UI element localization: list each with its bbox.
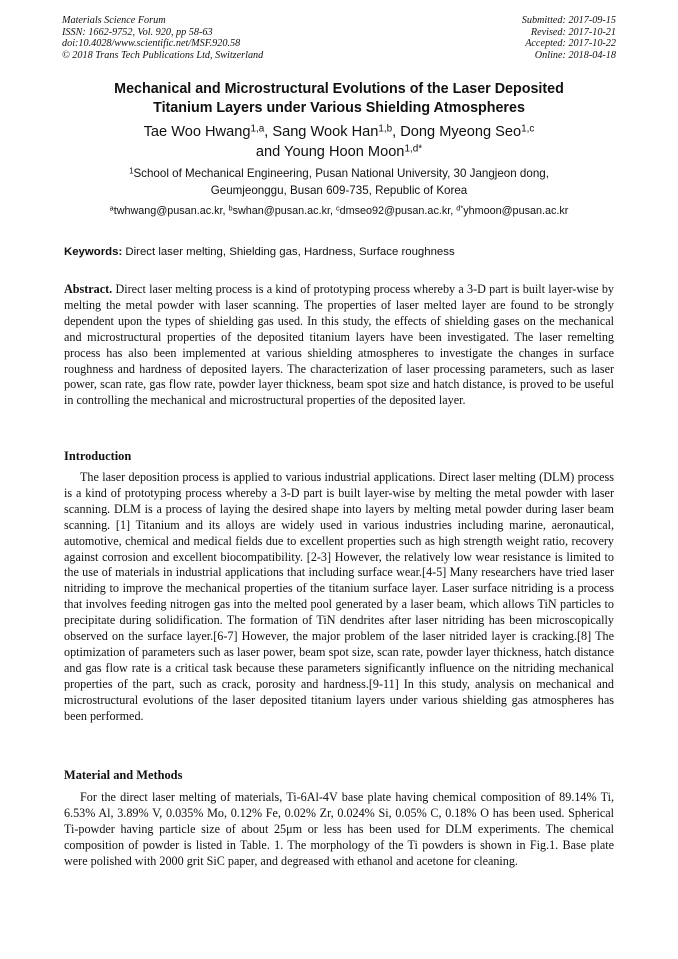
email-b: swhan@pusan.ac.kr,: [232, 205, 333, 217]
materials-paragraph: For the direct laser melting of materials, Ti-6Al-4V base plate having chemical composition of 89.14% Ti, 6.53% Al, 3.89% V, 0.035% Mo, 0.12% Fe, 0.02% Zr, 0.024% Si, 0.05% C, 0.18% O has been used. Spherical Ti-powder having particle size of about 25μm or less has been used for DLM experiments. The chemical composition of powder is listed in Table. 1. The morphology of the Ti powders is shown in Fig.1. Base plate were polished with 2000 grit SiC paper, and degreased with ethanol and acetone for cleaning.: [64, 790, 614, 868]
affiliation-sup: 1: [129, 166, 134, 176]
email-a: twhwang@pusan.ac.kr,: [113, 205, 226, 217]
author-3: Dong Myeong Seo: [400, 124, 522, 140]
title-line-2: Titanium Layers under Various Shielding Atmospheres: [153, 100, 525, 116]
online-date: Online: 2018-04-18: [534, 49, 616, 61]
author-4: and Young Hoon Moon: [255, 144, 405, 160]
doi-line: doi:10.4028/www.scientific.net/MSF.920.58: [62, 38, 241, 50]
title-line-1: Mechanical and Microstructural Evolutions of the Laser Deposited: [114, 81, 564, 97]
submitted-date: Submitted: 2017-09-15: [521, 15, 616, 26]
journal-info: [62, 15, 263, 61]
author-4-affil: 1,d*: [404, 143, 423, 155]
abstract-text: Direct laser melting process is a kind of prototyping process whereby a 3-D part is built layer-wise by melting the metal powder with laser scanning. The properties of laser melted layer are found to be strongly dependent upon the types of shielding gas used. In this study, the effects of shielding gases on the mechanical and microstructural properties of the deposited titanium layers have been investigated. The laser remelting process has also been implemented at various shielding atmospheres to investigate the changes in surface roughness and hardness of deposited layers. The characterization of laser processing parameters, such as laser power, scan rate, gas flow rate, powder layer thickness, beam spot size and hatch distance, is proved to be useful in controlling the mechanical and microstructural properties of the deposited layer.: [64, 282, 614, 408]
author-1-affil: 1,a: [250, 123, 265, 135]
email-d: yhmoon@pusan.ac.kr: [463, 205, 569, 217]
affiliation-line-1: $^1$School of Mechanical Engineering, Pusan National University, 30 Jangjeon dong,: [129, 166, 549, 180]
revised-date: Revised: 2017-10-21: [530, 26, 616, 38]
author-emails: $^a$twhwang@pusan.ac.kr, $^b$swhan@pusan.ac.kr, $^c$dmseo92@pusan.ac.kr, $^{d*}$yhmoon@pusan.ac.kr: [109, 203, 569, 217]
copyright-line: © 2018 Trans Tech Publications Ltd, Switzerland: [62, 49, 264, 61]
author-list: Tae Woo Hwang$^{1,a}$, Sang Wook Han$^{1,b}$, Dong Myeong Seo$^{1,c}$ and Young Hoon Moon$^{1,d*}$: [143, 123, 535, 160]
keywords-label: Keywords:: [64, 246, 123, 258]
accepted-date: Accepted: 2017-10-22: [525, 38, 616, 50]
journal-name: Materials Science Forum: [62, 15, 166, 26]
section-heading-materials: Material and Methods: [64, 768, 183, 782]
author-2-affil: 1,b: [378, 123, 393, 135]
abstract-label: Abstract.: [64, 282, 113, 296]
author-3-affil: 1,c: [521, 123, 535, 135]
keywords-text: Direct laser melting, Shielding gas, Hardness, Surface roughness: [125, 246, 455, 258]
abstract: [64, 282, 614, 409]
introduction-paragraph: The laser deposition process is applied to various industrial applications. Direct laser melting (DLM) process is a kind of prototyping process whereby a 3-D part is built layer-wise by melting the metal powder with laser scanning. DLM is a process of laying the desired shape into layers by melting metal powder during laser beam scanning. [1] Titanium and its alloys are widely used in various industries including marine, aeronautical, automotive, chemical and medical fields due to excellent properties such as high strength weight ratio, recovery against corrosion and excellent biocompatibility. [2-3] However, the relatively low wear resistance is limited to the use of materials in industrial applications that including surface wear.[4-5] Many researchers have tried laser nitriding to improve the mechanical properties of the titanium surface layer. Laser surface nitriding is a process that involves feeding nitrogen gas into the melted pool generated by a laser beam, which allows TiN particles to precipitate during solidification. The formation of TiN dendrites after laser nitriding has been microscopically observed on the surface layer.[6-7] However, the major problem of the laser nitrided layer is cracking.[8] The optimization of parameters such as laser power, beam spot size, scan rate, powder layer thickness, hatch distance and gas flow rate is a critical task because these parameters significantly influence on the nitriding mechanical properties of the part, such as crack, porosity and hardness.[9-11] In this study, analysis on mechanical and microstructural evolutions of the laser deposited titanium layers under various shielding gas atmospheres has been performed.: [64, 470, 614, 723]
affiliation: [40, 166, 638, 199]
author-2: Sang Wook Han: [272, 124, 379, 140]
keywords: [64, 245, 616, 259]
paper-title: [40, 80, 638, 118]
author-1: Tae Woo Hwang: [143, 124, 251, 140]
introduction-body: [64, 470, 614, 725]
affiliation-line-2: Geumjeonggu, Busan 609-735, Republic of Korea: [210, 183, 468, 197]
submission-dates: [522, 15, 616, 61]
email-c: dmseo92@pusan.ac.kr,: [339, 205, 454, 217]
section-heading-introduction: Introduction: [64, 449, 132, 463]
materials-body: [64, 790, 614, 870]
issn-line: ISSN: 1662-9752, Vol. 920, pp 58-63: [62, 26, 213, 38]
